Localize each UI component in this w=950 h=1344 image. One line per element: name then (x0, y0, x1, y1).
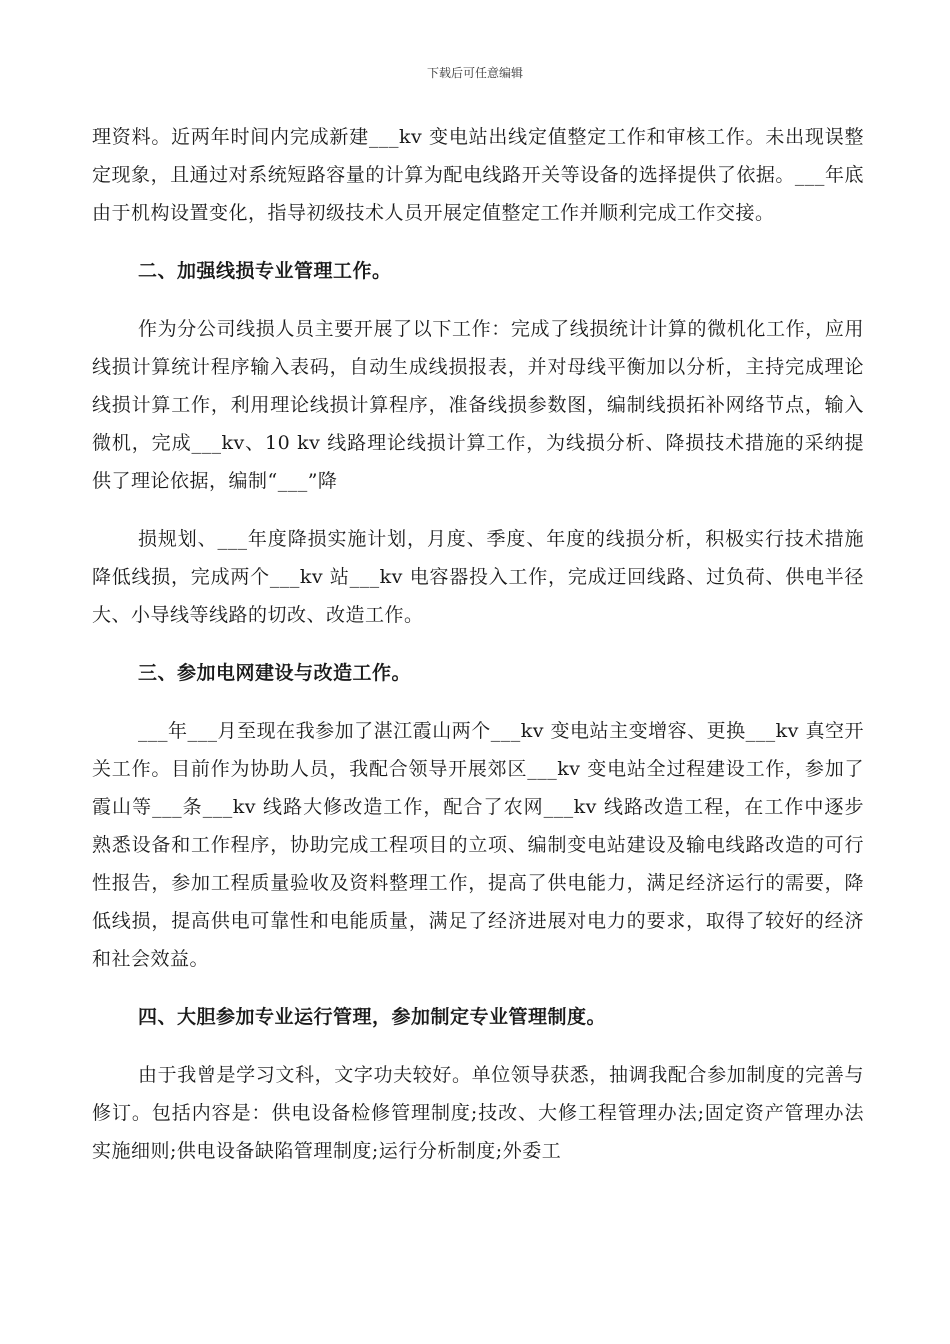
paragraph-gap (92, 290, 864, 310)
paragraph-5: 由于我曾是学习文科，文字功夫较好。单位领导获悉，抽调我配合参加制度的完善与修订。包括内容是：供电设备检修管理制度;技改、大修工程管理办法;固定资产管理办法实施细则;供电设备缺陷管理制度;运行分析制度;外委工 (92, 1064, 864, 1162)
page-header-note: 下载后可任意编辑 (426, 66, 523, 80)
section-heading-4: 四、大胆参加专业运行管理，参加制定专业管理制度。 (138, 1006, 607, 1028)
document-body (92, 118, 864, 1170)
paragraph-gap (92, 1036, 864, 1056)
paragraph-gap (92, 232, 864, 252)
paragraph-gap (92, 978, 864, 998)
paragraph-2: 作为分公司线损人员主要开展了以下工作：完成了线损统计计算的微机化工作，应用线损计算统计程序输入表码，自动生成线损报表，并对母线平衡加以分析，主持完成理论线损计算工作，利用理论线损计算程序，准备线损参数图，编制线损拓补网络节点，输入微机，完成___kv、10 kv 线路理论线损计算工作，为线损分析、降损技术措施的采纳提供了理论依据，编制“___”降 (92, 318, 864, 492)
paragraph-gap (92, 692, 864, 712)
section-heading-3: 三、参加电网建设与改造工作。 (138, 662, 412, 684)
paragraph-gap (92, 634, 864, 654)
paragraph-gap (92, 500, 864, 520)
paragraph-4: ___年___月至现在我参加了湛江霞山两个___kv 变电站主变增容、更换___kv 真空开关工作。目前作为协助人员，我配合领导开展郊区___kv 变电站全过程建设工作，参加了霞山等___条___kv 线路大修改造工作，配合了农网___kv 线路改造工程，在工作中逐步熟悉设备和工作程序，协助完成工程项目的立项、编制变电站建设及输电线路改造的可行性报告，参加工程质量验收及资料整理工作，提高了供电能力，满足经济运行的需要，降低线损，提高供电可靠性和电能质量，满足了经济进展对电力的要求，取得了较好的经济和社会效益。 (92, 720, 864, 970)
paragraph-1: 理资料。近两年时间内完成新建___kv 变电站出线定值整定工作和审核工作。未出现误整定现象，且通过对系统短路容量的计算为配电线路开关等设备的选择提供了依据。___年底由于机构设置变化，指导初级技术人员开展定值整定工作并顺利完成工作交接。 (92, 126, 864, 224)
paragraph-3: 损规划、___年度降损实施计划，月度、季度、年度的线损分析，积极实行技术措施降低线损，完成两个___kv 站___kv 电容器投入工作，完成迂回线路、过负荷、供电半径大、小导线等线路的切改、改造工作。 (92, 528, 864, 626)
section-heading-2: 二、加强线损专业管理工作。 (138, 260, 392, 282)
